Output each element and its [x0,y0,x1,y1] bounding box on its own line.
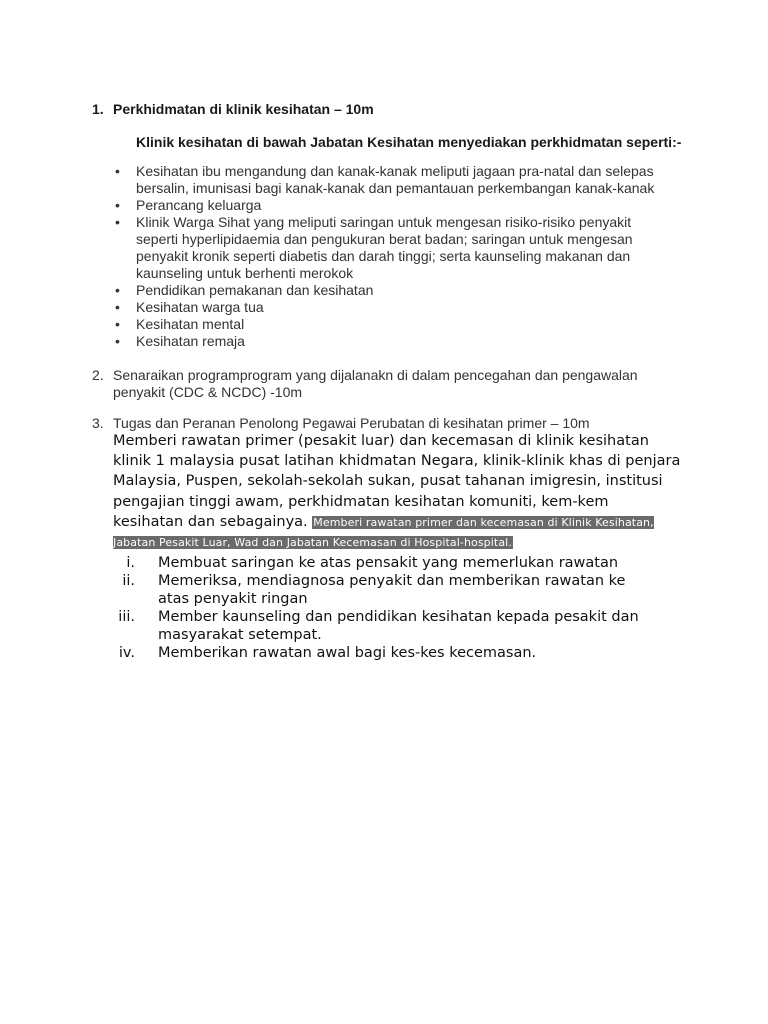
list-item-text: Membuat saringan ke atas pensakit yang memerlukan rawatan [158,555,619,571]
list-item [114,214,674,282]
list-item-text: Kesihatan ibu mengandung dan kanak-kanak meliputi jagaan pra-natal dan selepas bersalin, imunisasi bagi kanak-kanak dan pemantauan perkembangan kanak-kanak [136,163,655,196]
bullet-icon: • [115,333,120,349]
section-3-body [113,431,683,552]
list-numeral: i. [126,555,135,571]
highlighted-text: Memberi rawatan primer dan kecemasan di Klinik Kesihatan, Jabatan Pesakit Luar, Wad dan Jabatan Kecemasan di Hospital-hospital. [113,515,654,550]
services-bullet-list [114,163,674,350]
section-2-text: Senaraikan programprogram yang dijalanakn di dalam pencegahan dan pengawalan penyakit (CDC & NCDC) -10m [113,367,638,400]
list-item [113,644,653,662]
list-item [113,608,653,644]
bullet-icon: • [115,163,120,179]
list-item-text: Perancang keluarga [136,197,262,213]
list-item [114,282,674,299]
section-3-title: Tugas dan Peranan Penolong Pegawai Perubatan di kesihatan primer – 10m [113,415,590,431]
list-item-text: Kesihatan mental [136,316,245,332]
section-3-number: 3. [92,415,104,431]
list-item-text: Kesihatan warga tua [136,299,264,315]
bullet-icon: • [115,299,120,315]
list-item [113,572,653,608]
bullet-icon: • [115,316,120,332]
bullet-icon: • [115,214,120,230]
list-item [114,333,674,350]
bullet-icon: • [115,197,120,213]
section-1-intro: Klinik kesihatan di bawah Jabatan Kesihatan menyediakan perkhidmatan seperti:- [136,134,682,150]
section-2-number: 2. [92,367,104,383]
list-item-text: Member kaunseling dan pendidikan kesihatan kepada pesakit dan masyarakat setempat. [158,609,639,643]
list-item-text: Kesihatan remaja [136,333,245,349]
section-1-title: Perkhidmatan di klinik kesihatan – 10m [113,101,374,117]
list-item [114,316,674,333]
section-1-number: 1. [92,101,104,117]
list-numeral: iv. [118,645,135,661]
section-3-body-text: Memberi rawatan primer (pesakit luar) dan kecemasan di klinik kesihatan klinik 1 malaysia pusat latihan khidmatan Negara, klinik-klinik khas di penjara Malaysia, Puspen, sekolah-sekolah sukan, pusat tahanan imigresin, institusi pengajian tinggi awam, perkhidmatan kesihatan komuniti, kem-kem kesihatan dan sebagainya. [113,433,681,530]
list-item [114,197,674,214]
bullet-icon: • [115,282,120,298]
list-item [114,299,674,316]
list-numeral: ii. [122,573,135,589]
list-numeral: iii. [118,609,135,625]
list-item-text: Klinik Warga Sihat yang meliputi saringan untuk mengesan risiko-risiko penyakit seperti hyperlipidaemia dan pengukuran berat badan; saringan untuk mengesan penyakit kronik seperti diabetis dan darah tinggi; serta kaunseling makanan dan kaunseling untuk berhenti merokok [136,214,633,281]
list-item [113,554,653,572]
list-item [114,163,674,197]
list-item-text: Memberikan rawatan awal bagi kes-kes kecemasan. [158,645,537,661]
list-item-text: Memeriksa, mendiagnosa penyakit dan memberikan rawatan ke atas penyakit ringan [158,573,626,607]
list-item-text: Pendidikan pemakanan dan kesihatan [136,282,374,298]
duties-roman-list [113,554,653,662]
